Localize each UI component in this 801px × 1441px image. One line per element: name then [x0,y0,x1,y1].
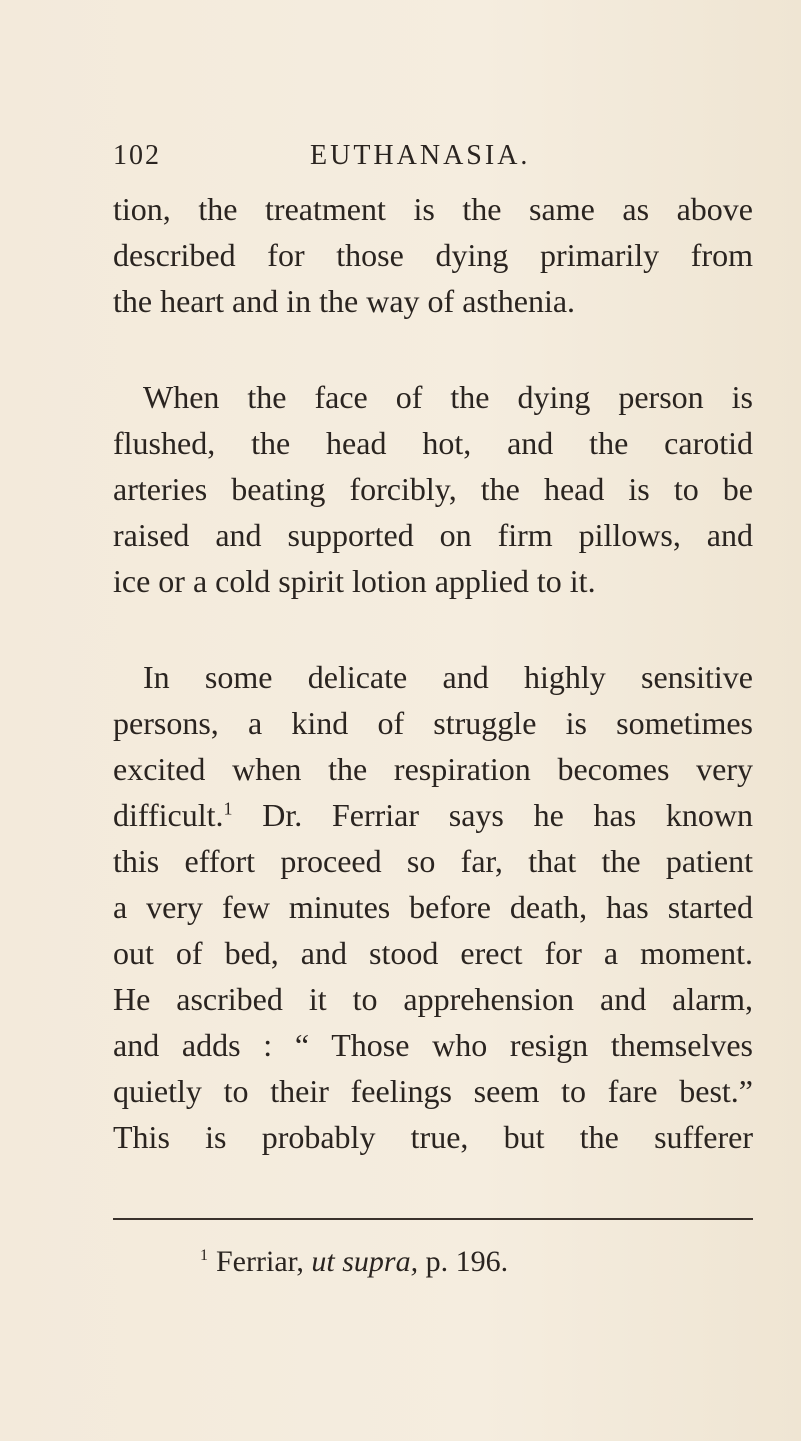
footnote-author: Ferriar, [216,1245,304,1278]
text-line: This is probably true, but the sufferer [113,1119,753,1155]
text-fragment: difficult. [113,797,224,833]
paragraph [113,654,753,1160]
text-line: this effort proceed so far, that the patient [113,843,753,879]
footnote-mark: 1 [200,1247,208,1264]
body-text [113,186,753,1160]
text-line: raised and supported on firm pillows, and [113,517,753,553]
paragraph [113,186,753,324]
text-line: out of bed, and stood erect for a moment. [113,935,753,971]
paragraph-gap [113,604,753,654]
text-line: tion, the treatment is the same as above [113,191,753,227]
running-head-title: EUTHANASIA. [310,140,531,171]
footnote-rule [113,1218,753,1220]
paragraph-gap [113,324,753,374]
text-line: When the face of the dying person is [143,379,753,415]
text-line: quietly to their feelings seem to fare best.” [113,1073,753,1109]
running-head [113,140,753,174]
text-line-with-note [113,792,753,838]
text-line: the heart and in the way of asthenia. [113,283,576,319]
text-line: a very few minutes before death, has started [113,889,753,925]
text-line: and adds : “ Those who resign themselves [113,1027,753,1063]
text-line: ice or a cold spirit lotion applied to it. [113,563,596,599]
text-line: persons, a kind of struggle is sometimes [113,705,753,741]
paragraph [113,374,753,604]
text-line: flushed, the head hot, and the carotid [113,425,753,461]
text-fragment: Dr. Ferriar says he has known [262,797,754,833]
text-line: described for those dying primarily from [113,237,753,273]
footnote [200,1242,753,1282]
footnote-ref: p. 196. [425,1245,509,1278]
text-line: In some delicate and highly sensitive [143,659,753,695]
text-line: excited when the respiration becomes very [113,751,753,787]
text-line: arteries beating forcibly, the head is to be [113,471,753,507]
footnote-reference[interactable]: 1 [223,798,233,819]
text-line: He ascribed it to apprehension and alarm, [113,981,753,1017]
footnote-italic: ut supra, [311,1245,419,1278]
page-number: 102 [113,140,161,171]
